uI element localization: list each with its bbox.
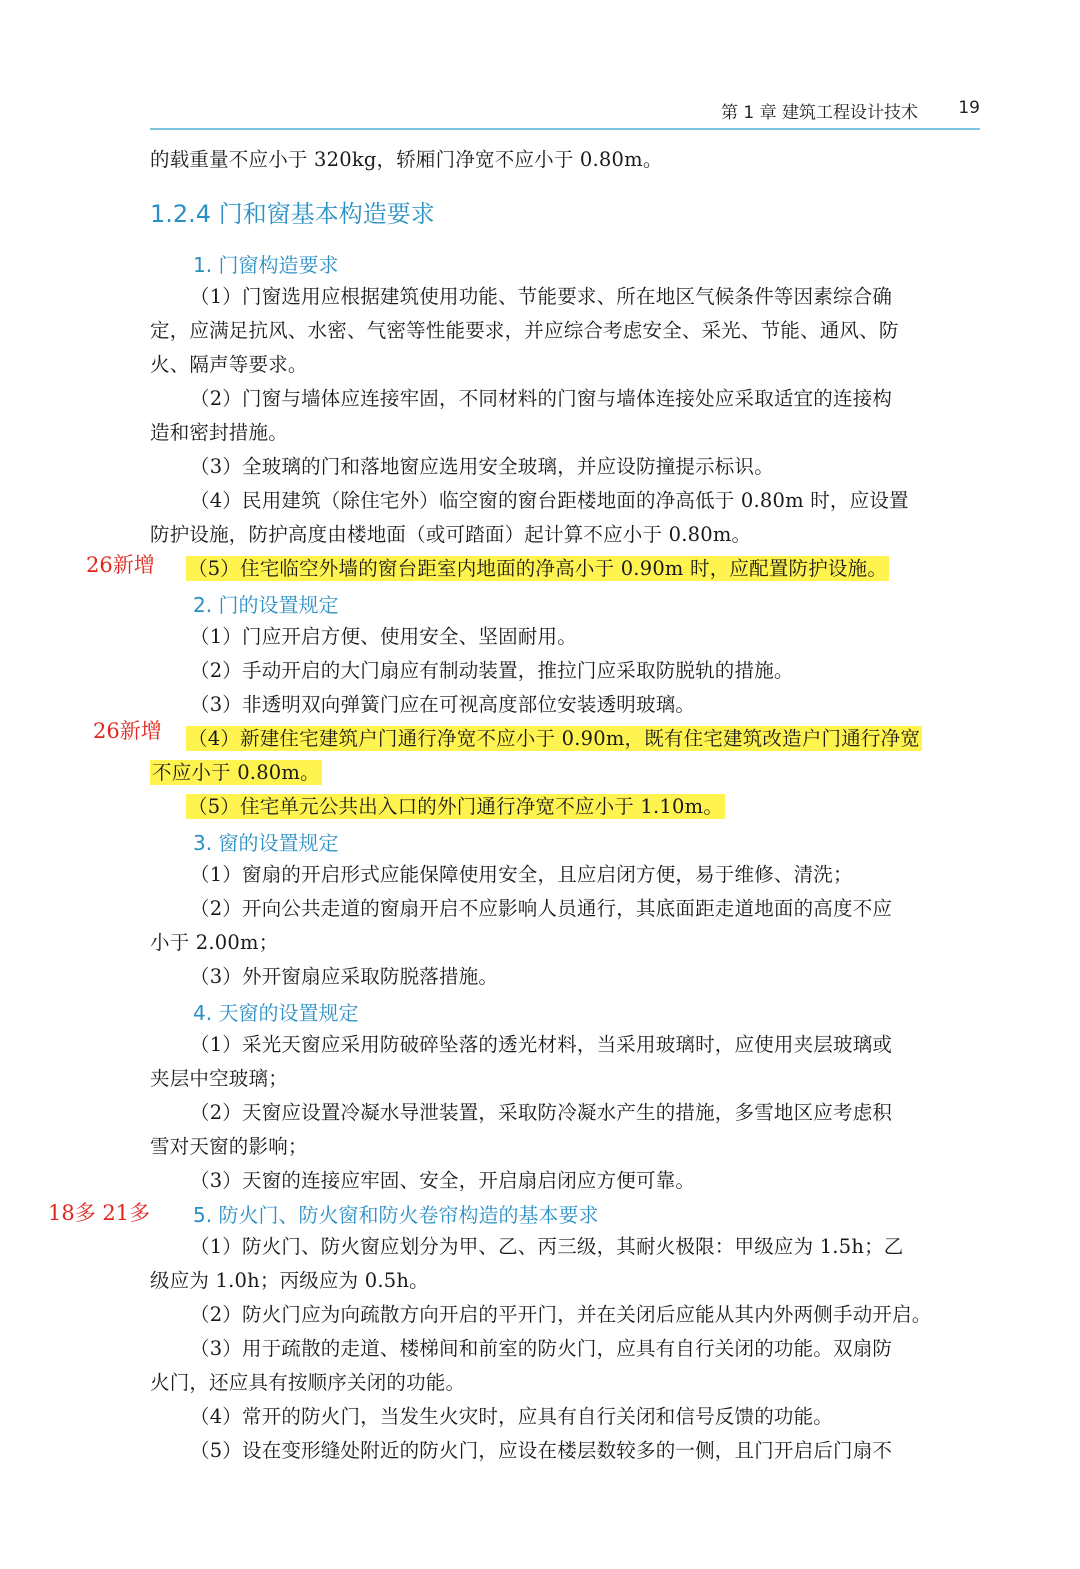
paragraph-line: （1）防火门、防火窗应划分为甲、乙、丙三级，其耐火极限：甲级应为 1.5h；乙 bbox=[190, 1235, 904, 1258]
paragraph-line: （3）天窗的连接应牢固、安全，开启扇启闭应方便可靠。 bbox=[190, 1169, 696, 1192]
paragraph-line: （2）防火门应为向疏散方向开启的平开门，并在关闭后应能从其内外两侧手动开启。 bbox=[190, 1303, 932, 1326]
paragraph-line: （3）非透明双向弹簧门应在可视高度部位安装透明玻璃。 bbox=[190, 693, 696, 716]
paragraph-line: （1）门窗选用应根据建筑使用功能、节能要求、所在地区气候条件等因素综合确 bbox=[190, 285, 893, 308]
page-header bbox=[150, 96, 980, 130]
handwritten-note: 26新增 bbox=[86, 553, 155, 577]
paragraph-line: （3）用于疏散的走道、楼梯间和前室的防火门，应具有自行关闭的功能。双扇防 bbox=[190, 1337, 893, 1360]
highlight-text: （5）住宅临空外墙的窗台距室内地面的净高小于 0.90m 时，应配置防护设施。 bbox=[188, 557, 888, 580]
highlight-text: （5）住宅单元公共出入口的外门通行净宽不应小于 1.10m。 bbox=[188, 795, 724, 818]
highlighted-line bbox=[186, 722, 984, 756]
chapter-title: 第 1 章 建筑工程设计技术 bbox=[720, 103, 918, 123]
paragraph-line: 造和密封措施。 bbox=[150, 421, 288, 444]
paragraph-line: （4）常开的防火门，当发生火灾时，应具有自行关闭和信号反馈的功能。 bbox=[190, 1405, 834, 1428]
paragraph-line: （4）民用建筑（除住宅外）临空窗的窗台距楼地面的净高低于 0.80m 时，应设置 bbox=[190, 489, 909, 512]
section-title: 1.2.4 门和窗基本构造要求 bbox=[150, 200, 435, 228]
paragraph-line: （3）全玻璃的门和落地窗应选用安全玻璃，并应设防撞提示标识。 bbox=[190, 455, 774, 478]
subsection-title-4: 4. 天窗的设置规定 bbox=[193, 1001, 359, 1025]
paragraph-line: 级应为 1.0h；丙级应为 0.5h。 bbox=[150, 1269, 429, 1292]
highlight-text: （4）新建住宅建筑户门通行净宽不应小于 0.90m，既有住宅建筑改造户门通行净宽 bbox=[188, 727, 921, 750]
paragraph-line: （2）天窗应设置冷凝水导泄装置，采取防冷凝水产生的措施，多雪地区应考虑积 bbox=[190, 1101, 893, 1124]
paragraph-line: 火、隔声等要求。 bbox=[150, 353, 308, 376]
highlighted-line bbox=[186, 552, 984, 586]
highlighted-line bbox=[186, 790, 984, 824]
paragraph-line: （2）开向公共走道的窗扇开启不应影响人员通行，其底面距走道地面的高度不应 bbox=[190, 897, 893, 920]
paragraph-line: （1）窗扇的开启形式应能保障使用安全，且应启闭方便，易于维修、清洗； bbox=[190, 863, 853, 886]
paragraph-line: 夹层中空玻璃； bbox=[150, 1067, 288, 1090]
paragraph-line: 小于 2.00m； bbox=[150, 931, 279, 954]
paragraph-line: （5）设在变形缝处附近的防火门，应设在楼层数较多的一侧，且门开启后门扇不 bbox=[190, 1439, 893, 1462]
subsection-title-3: 3. 窗的设置规定 bbox=[193, 831, 339, 855]
subsection-title-5: 5. 防火门、防火窗和防火卷帘构造的基本要求 bbox=[193, 1203, 599, 1227]
handwritten-note: 26新增 bbox=[93, 719, 162, 743]
paragraph-line: 火门，还应具有按顺序关闭的功能。 bbox=[150, 1371, 466, 1394]
page-number: 19 bbox=[958, 98, 980, 118]
paragraph-line: （2）手动开启的大门扇应有制动装置，推拉门应采取防脱轨的措施。 bbox=[190, 659, 794, 682]
highlight-text: 不应小于 0.80m。 bbox=[152, 761, 320, 784]
handwritten-note: 18多 21多 bbox=[48, 1201, 151, 1225]
paragraph-line: 防护设施，防护高度由楼地面（或可踏面）起计算不应小于 0.80m。 bbox=[150, 523, 752, 546]
subsection-title-2: 2. 门的设置规定 bbox=[193, 593, 339, 617]
paragraph-line: 的载重量不应小于 320kg，轿厢门净宽不应小于 0.80m。 bbox=[150, 148, 663, 171]
paragraph-line: 雪对天窗的影响； bbox=[150, 1135, 308, 1158]
paragraph-line: （3）外开窗扇应采取防脱落措施。 bbox=[190, 965, 499, 988]
paragraph-line: （2）门窗与墙体应连接牢固，不同材料的门窗与墙体连接处应采取适宜的连接构 bbox=[190, 387, 893, 410]
paragraph-line: （1）采光天窗应采用防破碎坠落的透光材料，当采用玻璃时，应使用夹层玻璃或 bbox=[190, 1033, 893, 1056]
subsection-title-1: 1. 门窗构造要求 bbox=[193, 253, 339, 277]
paragraph-line: 定，应满足抗风、水密、气密等性能要求，并应综合考虑安全、采光、节能、通风、防 bbox=[150, 319, 899, 342]
highlighted-line bbox=[150, 756, 984, 790]
paragraph-line: （1）门应开启方便、使用安全、坚固耐用。 bbox=[190, 625, 577, 648]
